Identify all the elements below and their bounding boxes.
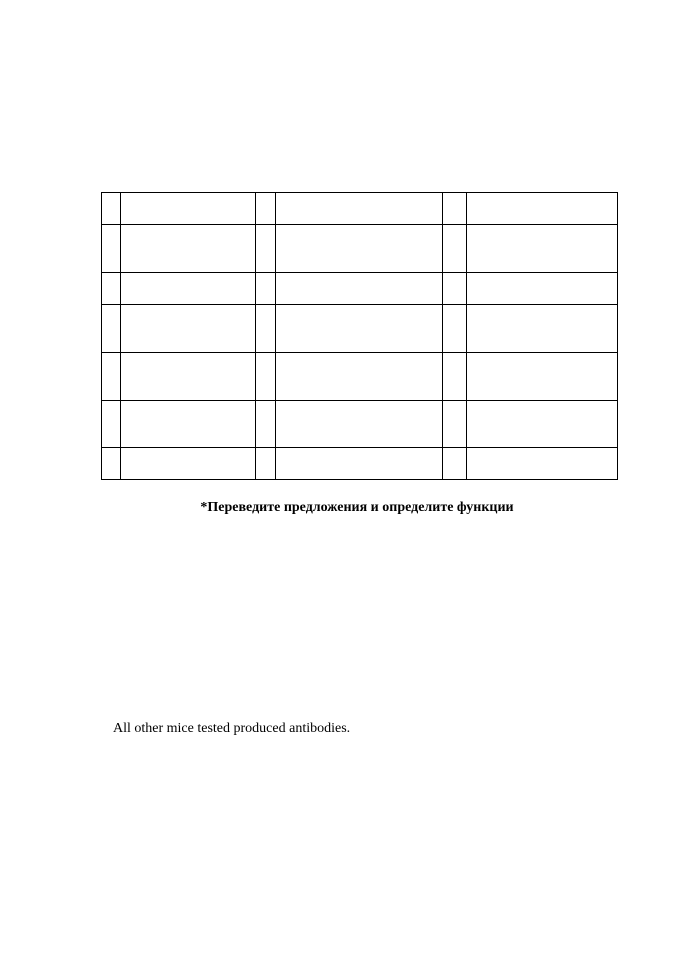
table-row <box>102 273 618 305</box>
table-cell <box>256 305 276 353</box>
table-cell <box>121 305 256 353</box>
table-cell <box>102 353 121 401</box>
table-row <box>102 401 618 448</box>
table-cell <box>443 448 467 480</box>
table-row <box>102 448 618 480</box>
table-cell <box>467 225 618 273</box>
table-cell <box>276 193 443 225</box>
table-cell <box>443 401 467 448</box>
table-cell <box>443 193 467 225</box>
empty-table-container <box>101 192 618 480</box>
table-cell <box>467 273 618 305</box>
table-body <box>102 193 618 480</box>
table-cell <box>256 353 276 401</box>
table-cell <box>102 401 121 448</box>
table-cell <box>256 225 276 273</box>
table-cell <box>121 193 256 225</box>
table-cell <box>443 353 467 401</box>
table-cell <box>102 305 121 353</box>
table-cell <box>102 448 121 480</box>
table-cell <box>102 193 121 225</box>
table-cell <box>102 225 121 273</box>
table-row <box>102 193 618 225</box>
table-cell <box>276 353 443 401</box>
table-row <box>102 305 618 353</box>
table-cell <box>276 448 443 480</box>
table-cell <box>443 305 467 353</box>
table-cell <box>276 225 443 273</box>
table-cell <box>256 273 276 305</box>
table-cell <box>467 448 618 480</box>
table-cell <box>467 193 618 225</box>
table-cell <box>276 401 443 448</box>
table-cell <box>121 353 256 401</box>
table-cell <box>443 273 467 305</box>
example-sentence: All other mice tested produced antibodies. <box>113 721 351 736</box>
table-cell <box>276 305 443 353</box>
table-cell <box>121 273 256 305</box>
table-cell <box>276 273 443 305</box>
table-cell <box>102 273 121 305</box>
table-cell <box>121 401 256 448</box>
table-cell <box>467 305 618 353</box>
table-cell <box>256 401 276 448</box>
table-cell <box>121 448 256 480</box>
table-cell <box>121 225 256 273</box>
instruction-heading: *Переведите предложения и определите функции <box>200 500 514 515</box>
table-cell <box>467 401 618 448</box>
table-cell <box>467 353 618 401</box>
table-cell <box>256 448 276 480</box>
table-cell <box>256 193 276 225</box>
empty-table <box>101 192 618 480</box>
table-cell <box>443 225 467 273</box>
table-row <box>102 353 618 401</box>
table-row <box>102 225 618 273</box>
